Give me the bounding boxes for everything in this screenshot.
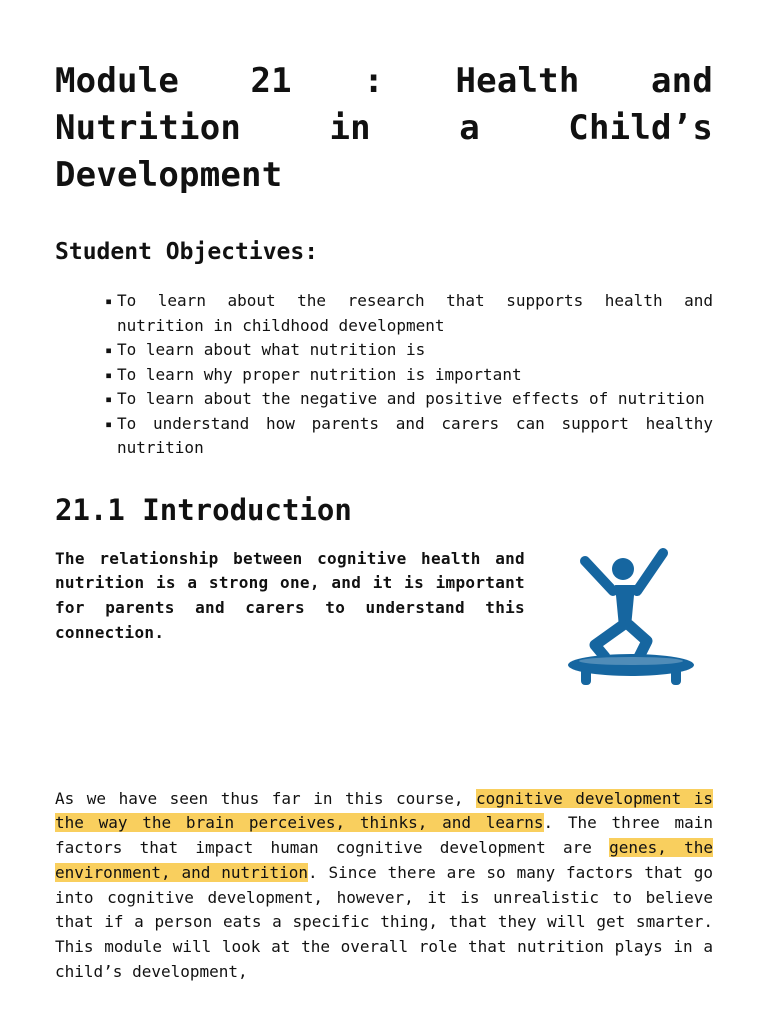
list-item: ▪ To learn why proper nutrition is important [105,363,713,388]
bullet-icon: ▪ [105,416,113,431]
objectives-heading: Student Objectives: [55,239,319,265]
bullet-icon: ▪ [105,392,113,406]
trampoline-highlight [579,657,683,665]
highlighted-text: cognitive development is the way the brain perceives, thinks, and learns [55,788,713,833]
list-item: ▪ To learn about the negative and positive effects of nutrition [105,387,713,412]
list-item: ▪ To understand how parents and carers can support healthy nutrition [105,413,713,457]
objectives-list [55,289,713,461]
section-heading: 21.1 Introduction [55,492,352,527]
list-item: ▪ To learn about the research that supports health and nutrition in childhood development [105,291,713,335]
lead-paragraph: The relationship between cognitive health and nutrition is a strong one, and it is important for parents and carers to understand this connection. [55,548,525,642]
highlighted-text: genes, the environment, and nutrition [55,838,714,882]
bullet-icon: ▪ [105,343,113,357]
bullet-icon: ▪ [105,367,113,382]
person-jumping-on-trampoline-icon [565,547,698,692]
page-title: Module 21 : Health and Nutrition in a Child’s Development [55,61,713,195]
body-paragraph: As we have seen thus far in this course, cognitive development is the way the brain perceives, thinks, and learns. The three main factors that impact human cognitive development are genes, the environment, and nutrition. Since there are so many factors that go into cognitive development, however, it is unrealistic to believe that if a person eats a specific thing, that they will get smarter. This module will look at the overall role that nutrition plays in a child’s development, [55,788,714,982]
bullet-icon: ▪ [105,294,113,308]
list-item: ▪ To learn about what nutrition is [105,338,713,363]
intro-block [55,547,713,692]
